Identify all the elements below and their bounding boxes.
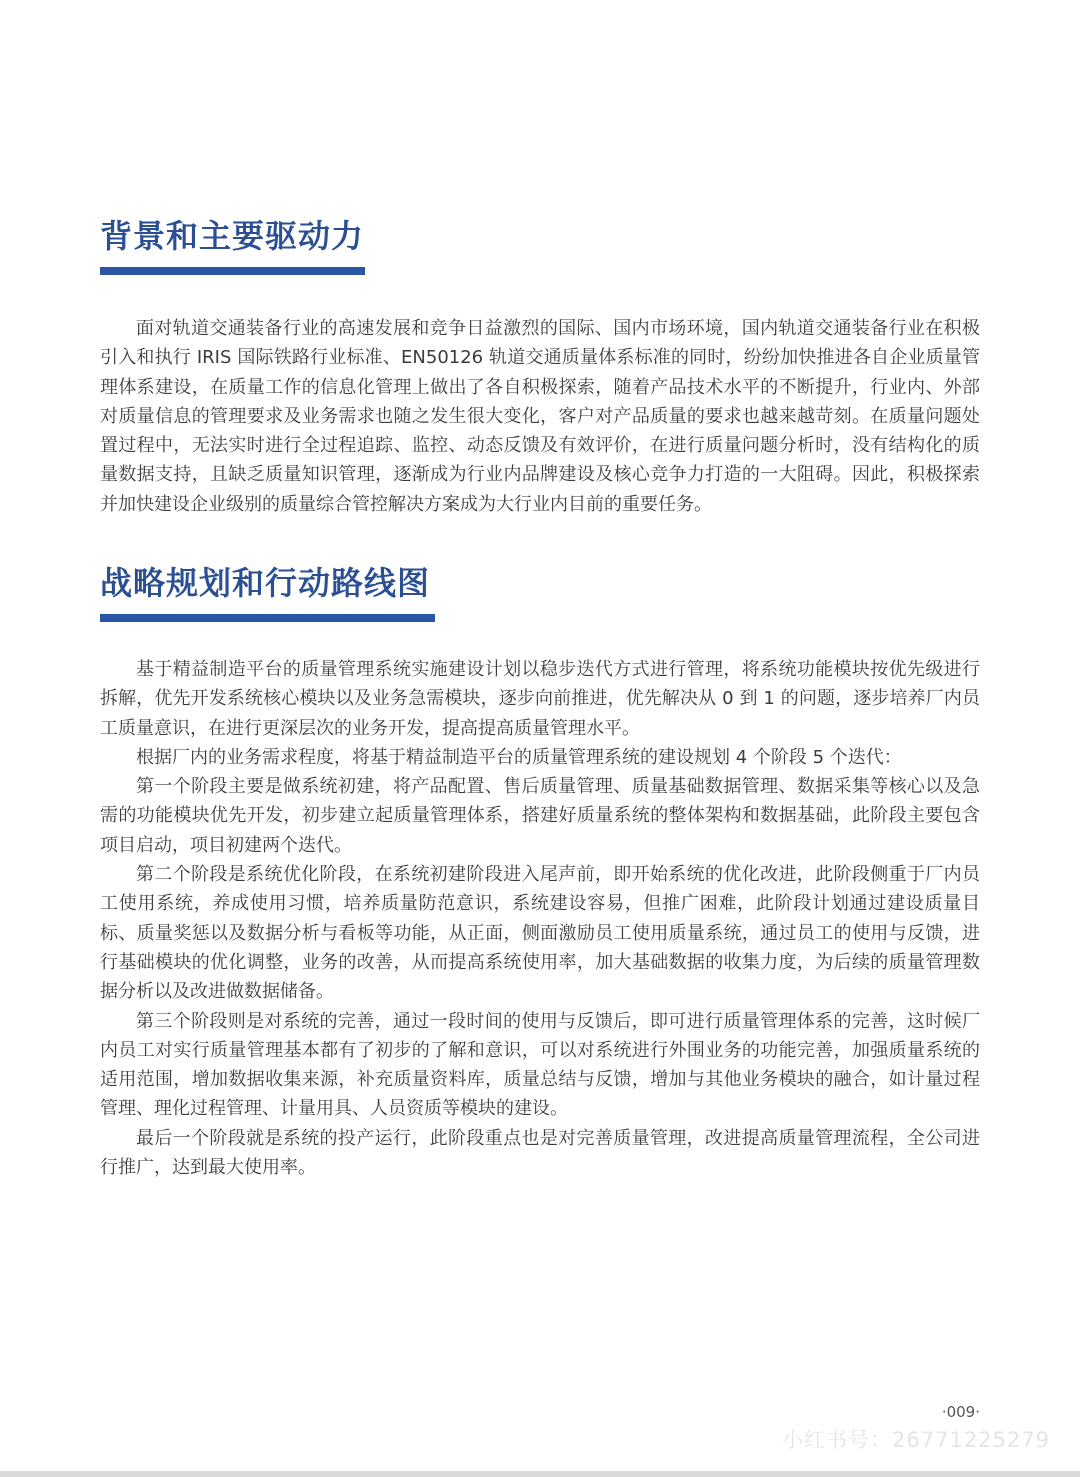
paragraph: 基于精益制造平台的质量管理系统实施建设计划以稳步迭代方式进行管理，将系统功能模块按优先级进行拆解，优先开发系统核心模块以及业务急需模块，逐步向前推进，优先解决从 0 到 1 的问题，逐步培养厂内员工质量意识，在进行更深层次的业务开发，提高提高质量管理水平。 bbox=[100, 659, 980, 739]
paragraph: 面对轨道交通装备行业的高速发展和竞争日益激烈的国际、国内市场环境，国内轨道交通装备行业在积极引入和执行 IRIS 国际铁路行业标准、EN50126 轨道交通质量体系标准的同时，纷纷加快推进各自企业质量管理体系建设，在质量工作的信息化管理上做出了各自积极探索，随着产品技术水平的不断提升，行业内、外部对质量信息的管理要求及业务需求也随之发生很大变化，客户对产品质量的要求也越来越苛刻。在质量问题处置过程中，无法实时进行全过程追踪、监控、动态反馈及有效评价，在进行质量问题分析时，没有结构化的质量数据支持，且缺乏质量知识管理，逐渐成为行业内品牌建设及核心竞争力打造的一大阻碍。因此，积极探索并加快建设企业级别的质量综合管控解决方案成为大行业内目前的重要任务。 bbox=[100, 318, 980, 515]
paragraph: 第二个阶段是系统优化阶段，在系统初建阶段进入尾声前，即开始系统的优化改进，此阶段侧重于厂内员工使用系统，养成使用习惯，培养质量防范意识，系统建设容易，但推广困难，此阶段计划通过建设质量目标、质量奖惩以及数据分析与看板等功能，从正面，侧面激励员工使用质量系统，通过员工的使用与反馈，进行基础模块的优化调整，业务的改善，从而提高系统使用率，加大基础数据的收集力度，为后续的质量管理数据分析以及改进做数据储备。 bbox=[100, 864, 980, 1003]
watermark: 小红书号：26771225279 bbox=[782, 1428, 1050, 1452]
section-background bbox=[100, 214, 980, 519]
paragraph: 第一个阶段主要是做系统初建，将产品配置、售后质量管理、质量基础数据管理、数据采集等核心以及急需的功能模块优先开发，初步建立起质量管理体系，搭建好质量系统的整体架构和数据基础，此阶段主要包含项目启动，项目初建两个迭代。 bbox=[100, 776, 980, 856]
page-number: ·009· bbox=[941, 1403, 980, 1421]
section-body bbox=[100, 314, 980, 519]
paragraph: 最后一个阶段就是系统的投产运行，此阶段重点也是对完善质量管理，改进提高质量管理流程，全公司进行推广，达到最大使用率。 bbox=[100, 1127, 980, 1179]
heading-underline bbox=[100, 614, 435, 622]
section-heading: 背景和主要驱动力 bbox=[100, 217, 365, 255]
paragraph: 根据厂内的业务需求程度，将基于精益制造平台的质量管理系统的建设规划 4 个阶段 5 个迭代： bbox=[136, 746, 902, 768]
bottom-divider bbox=[0, 1471, 1080, 1477]
paragraph: 第三个阶段则是对系统的完善，通过一段时间的使用与反馈后，即可进行质量管理体系的完善，这时候厂内员工对实行质量管理基本都有了初步的了解和意识，可以对系统进行外围业务的功能完善，加强质量系统的适用范围，增加数据收集来源，补充质量资料库，质量总结与反馈，增加与其他业务模块的融合，如计量过程管理、理化过程管理、计量用具、人员资质等模块的建设。 bbox=[100, 1010, 980, 1120]
section-heading: 战略规划和行动路线图 bbox=[100, 564, 431, 602]
section-strategy bbox=[100, 561, 980, 1182]
section-body bbox=[100, 655, 980, 1182]
heading-underline bbox=[100, 267, 365, 275]
